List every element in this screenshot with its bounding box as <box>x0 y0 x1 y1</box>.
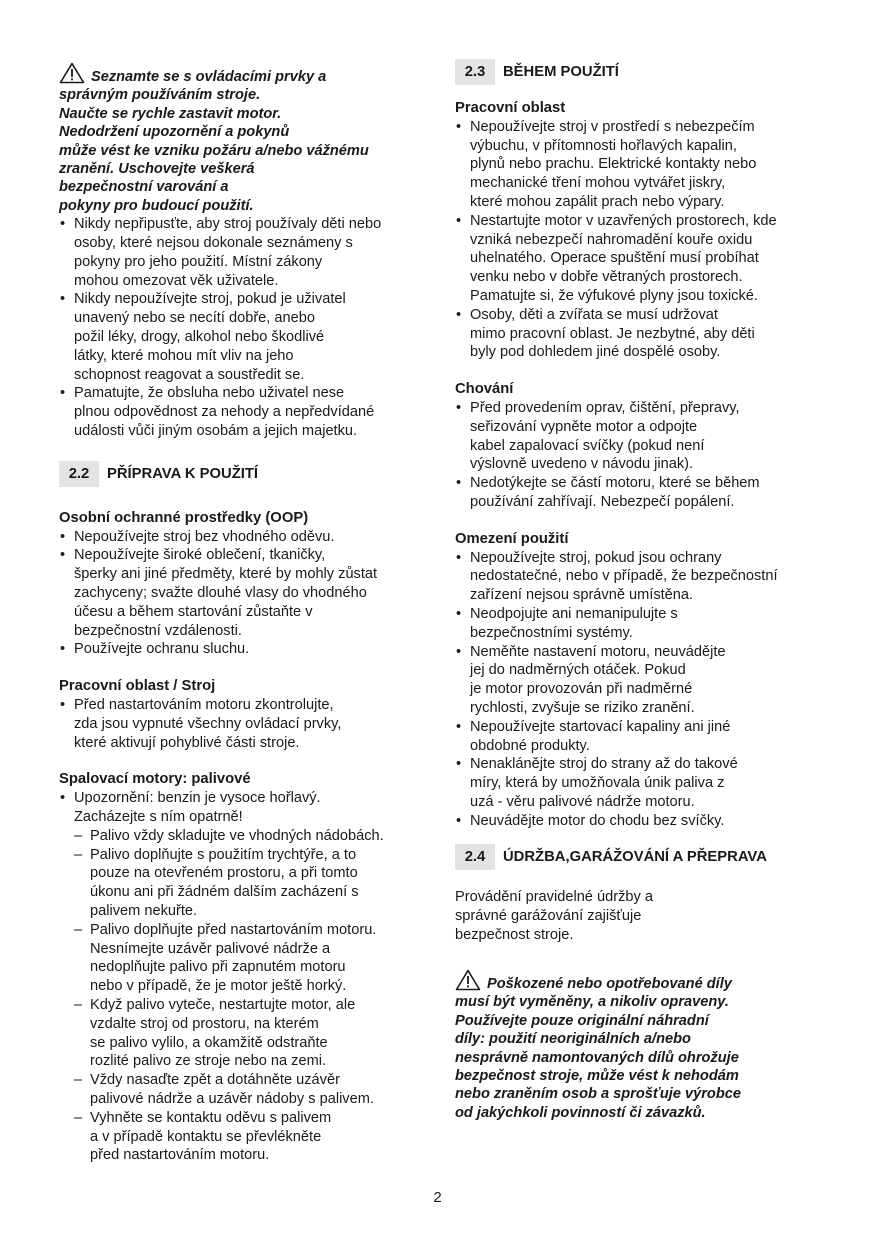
safety-warning <box>59 62 429 215</box>
section-number: 2.2 <box>59 461 99 487</box>
list-item: • Osoby, děti a zvířata se musí udržovat mimo pracovní oblast. Je nezbytné, aby děti byly pod dohledem jiné dospělé osoby. <box>455 306 827 362</box>
list-item: – Vždy nasaďte zpět a dotáhněte uzávěr palivové nádrže a uzávěr nádoby s palivem. <box>59 1071 429 1109</box>
ppe-block <box>59 509 429 659</box>
limits-block <box>455 530 827 831</box>
maintenance-text-block <box>455 888 827 944</box>
list-item: • Nepoužívejte startovací kapaliny ani jiné obdobné produkty. <box>455 718 827 756</box>
list-item: • Používejte ochranu sluchu. <box>59 640 429 659</box>
section-title: BĚHEM POUŽITÍ <box>503 64 619 80</box>
section-header-2-4 <box>455 844 827 870</box>
behaviour-heading: Chování <box>455 381 514 398</box>
section-header-2-2 <box>59 461 429 487</box>
list-item <box>59 789 429 827</box>
list-item: • Nikdy nepoužívejte stroj, pokud je uživatel unavený nebo se necítí dobře, anebo požil léky, drogy, alkohol nebo škodlivé látky, které mohou mít vliv na jeho schopnost reagovat a soustředit se. <box>59 290 429 384</box>
maintenance-text: Provádění pravidelné údržby a správné garážování zajišťuje bezpečnost stroje. <box>455 889 653 944</box>
list-item: – Vyhněte se kontaktu oděvu s palivem a v případě kontaktu se převlékněte před nastartováním motoru. <box>59 1109 429 1165</box>
page-number: 2 <box>433 1189 442 1206</box>
behaviour-block <box>455 380 827 512</box>
list-item: • Nepoužívejte stroj bez vhodného oděvu. <box>59 528 429 547</box>
list-item: • Nepoužívejte široké oblečení, tkaničky, šperky ani jiné předměty, které by mohly zůstat zachyceny; svažte dlouhé vlasy do vhodného účesu a během startování zůstaňte v bezpečnostní vzdálenosti. <box>59 546 429 640</box>
list-item: • Nepoužívejte stroj, pokud jsou ochrany nedostatečné, nebo v případě, že bezpečnostní zařízení nejsou správně umístěna. <box>455 549 827 605</box>
list-item: • Neodpojujte ani nemanipulujte s bezpečnostními systémy. <box>455 605 827 643</box>
warning-icon <box>59 62 85 84</box>
workarea-heading: Pracovní oblast <box>455 100 566 116</box>
list-item: • Nestartujte motor v uzavřených prostorech, kde vzniká nebezpečí nahromadění kouře oxidu uhelnatého. Operace spuštění musí probíhat venku nebo v dobře větraných prostorech. Pamatujte si, že výfukové plyny jsou toxické. <box>455 212 827 306</box>
fuel-block <box>59 770 429 1165</box>
section-title: PŘÍPRAVA K POUŽITÍ <box>107 465 258 482</box>
right-column <box>455 59 827 1122</box>
list-item: – Palivo doplňujte před nastartováním motoru. Nesnímejte uzávěr palivové nádrže a nedoplňujte palivo při zapnutém motoru nebo v případě, že je motor ještě horký. <box>59 921 429 996</box>
left-column <box>59 62 429 1165</box>
list-item: • Neměňte nastavení motoru, neuvádějte jej do nadměrných otáček. Pokud je motor provozován při nadměrné rychlosti, zvyšuje se riziko zranění. <box>455 643 827 718</box>
list-item: • Neuvádějte motor do chodu bez svíčky. <box>455 812 827 831</box>
list-item: • Pamatujte, že obsluha nebo uživatel nese plnou odpovědnost za nehody a nepředvídané události vůči jiným osobám a jejich majetku. <box>59 384 429 440</box>
list-item: – Když palivo vyteče, nestartujte motor, ale vzdalte stroj od prostoru, na kterém se palivo vylilo, a okamžitě odstraňte rozlité palivo ze stroje nebo na zemi. <box>59 996 429 1071</box>
general-safety-list <box>59 215 429 441</box>
safety-warning-text: Seznamte se s ovládacími prvky a správným používáním stroje. Naučte se rychle zastavit motor. Nedodržení upozornění a pokynů může vést ke vzniku požáru a/nebo vážnému zranění. Uschovejte veškerá bezpečnostní varování a pokyny pro budoucí použití. <box>59 69 369 214</box>
section-number: 2.4 <box>455 844 495 870</box>
list-item: • Před nastartováním motoru zkontrolujte, zda jsou vypnuté všechny ovládací prvky, které aktivují pohyblivé části stroje. <box>59 696 429 752</box>
section-header-2-3 <box>455 59 827 85</box>
list-item: • Před provedením oprav, čištění, přepravy, seřizování vypněte motor a odpojte kabel zapalovací svíčky (pokud není výslovně uvedeno v návodu jinak). <box>455 399 827 474</box>
warning-icon <box>455 969 481 991</box>
list-item: – Palivo doplňujte s použitím trychtýře, a to pouze na otevřeném prostoru, a při tomto úkonu ani při žádném dalším zacházení s palivem nekuřte. <box>59 846 429 921</box>
workarea-machine-heading: Pracovní oblast / Stroj <box>59 678 216 695</box>
list-item: • Nenaklánějte stroj do strany až do takové míry, která by umožňovala únik paliva z uzá - věru palivové nádrže motoru. <box>455 755 827 811</box>
fuel-heading: Spalovací motory: palivové <box>59 771 251 788</box>
parts-warning <box>455 969 827 1122</box>
parts-warning-text: Poškozené nebo opotřebované díly musí být vyměněny, a nikoliv opraveny. Používejte pouze originální náhradní díly: použití neoriginálních a/nebo nesprávně namontovaných dílů ohrožuje bezpečnost stroje, může vést k nehodám nebo zraněním osob a sprošťuje výrobce od jakýchkoli povinností či závazků. <box>455 975 741 1121</box>
workarea-block <box>455 99 827 362</box>
fuel-intro: Upozornění: benzin je vysoce hořlavý. Zacházejte s ním opatrně! <box>74 790 321 825</box>
ppe-heading: Osobní ochranné prostředky (OOP) <box>59 509 309 526</box>
list-item: • Nikdy nepřipusťte, aby stroj používaly děti nebo osoby, které nejsou dokonale seznámeny s pokyny pro jeho použití. Místní zákony mohou omezovat věk uživatele. <box>59 215 429 290</box>
limits-heading: Omezení použití <box>455 530 569 547</box>
list-item: • Nepoužívejte stroj v prostředí s nebezpečím výbuchu, v přítomnosti hořlavých kapalin, plynů nebo prachu. Elektrické kontakty nebo mechanické tření mohou vytvářet jiskry, které mohou zapálit prach nebo výpary. <box>455 118 827 212</box>
list-item: – Palivo vždy skladujte ve vhodných nádobách. <box>59 827 429 846</box>
list-item: • Nedotýkejte se částí motoru, které se během používání zahřívají. Nebezpečí popálení. <box>455 474 827 512</box>
section-title: ÚDRŽBA,GARÁŽOVÁNÍ A PŘEPRAVA <box>503 849 767 866</box>
workarea-machine-block <box>59 677 429 752</box>
section-number: 2.3 <box>455 59 495 85</box>
